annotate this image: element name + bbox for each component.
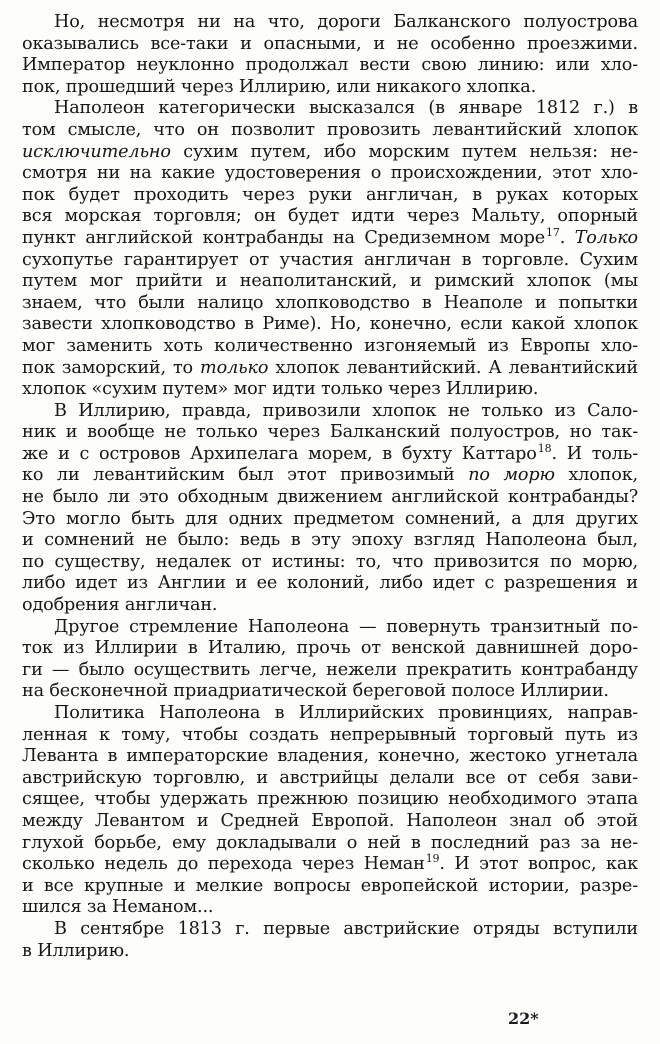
text-line bbox=[22, 98, 638, 120]
text-line bbox=[22, 941, 638, 963]
text-line bbox=[22, 638, 638, 660]
text-line bbox=[22, 530, 638, 552]
text-line bbox=[22, 876, 638, 898]
text-run: . И толь- bbox=[551, 443, 638, 464]
text-line bbox=[22, 336, 638, 358]
text-line bbox=[22, 595, 638, 617]
text-run: оказывались все-таки и опасными, и не особенно проезжими. bbox=[22, 33, 638, 54]
text-run: сухопутье гарантирует от участия англичан в торговле. Сухим bbox=[22, 249, 638, 270]
text-run: путем мог прийти и неаполитанский, и римский хлопок (мы bbox=[22, 271, 638, 292]
text-run: хлопок, bbox=[554, 465, 638, 486]
text-line bbox=[22, 55, 638, 77]
text-line bbox=[22, 77, 638, 99]
text-line bbox=[22, 379, 638, 401]
italic-text: только bbox=[200, 357, 269, 378]
paragraph bbox=[22, 12, 638, 98]
text-line bbox=[22, 789, 638, 811]
text-run: Леванта в императорские владения, конечно, жестоко угнетала bbox=[22, 746, 638, 767]
text-run: сящее, чтобы удержать прежнюю позицию необходимого этапа bbox=[22, 789, 638, 810]
footnote-ref: 17 bbox=[546, 225, 560, 239]
text-line bbox=[22, 401, 638, 423]
text-line bbox=[22, 833, 638, 855]
text-line bbox=[22, 703, 638, 725]
text-line bbox=[22, 142, 638, 164]
text-line bbox=[22, 120, 638, 142]
text-line bbox=[22, 487, 638, 509]
text-run: смотря ни на какие удостоверения о происхождении, этот хло- bbox=[22, 163, 638, 184]
text-run: сухим путем, ибо морским путем нельзя: не- bbox=[170, 141, 638, 162]
text-line bbox=[22, 34, 638, 56]
text-line bbox=[22, 465, 638, 487]
text-line bbox=[22, 725, 638, 747]
text-line bbox=[22, 660, 638, 682]
text-run: завести хлопководство в Риме). Но, конечно, если какой хлопок bbox=[22, 314, 638, 335]
text-run: мог заменить хоть количественно изгоняемый из Европы хло- bbox=[22, 335, 638, 356]
text-line bbox=[22, 854, 638, 876]
italic-text: по морю bbox=[468, 465, 555, 486]
text-run: ник и вообще не только через Балканский полуостров, но так- bbox=[22, 422, 638, 443]
text-line bbox=[22, 897, 638, 919]
text-line bbox=[22, 768, 638, 790]
text-run: хлопок левантийский. А левантийский bbox=[268, 357, 638, 378]
text-run: ленная к тому, чтобы создать непрерывный торговый путь из bbox=[22, 724, 638, 745]
text-run: Политика Наполеона в Иллирийских провинциях, направ- bbox=[54, 703, 638, 723]
text-run: . bbox=[559, 227, 575, 248]
text-run: австрийскую торговлю, и австрийцы делали все от себя зави- bbox=[22, 767, 638, 788]
text-run: Император неуклонно продолжал вести свою линию: или хло- bbox=[22, 55, 638, 76]
text-run: пок будет проходить через руки англичан, в руках которых bbox=[22, 184, 638, 205]
text-run: том смысле, что он позволит провозить левантийский хлопок bbox=[22, 119, 638, 140]
text-line bbox=[22, 314, 638, 336]
text-run: глухой борьбе, ему докладывали о ней в последний раз за не- bbox=[22, 832, 638, 853]
text-line bbox=[22, 681, 638, 703]
text-line bbox=[22, 441, 638, 466]
text-line bbox=[22, 552, 638, 574]
text-run: В Иллирию, правда, привозили хлопок не только из Сало- bbox=[54, 400, 638, 421]
text-run: Но, несмотря ни на что, дороги Балканского полуострова bbox=[54, 12, 638, 32]
text-run: В сентябре 1813 г. первые австрийские отряды вступили bbox=[54, 918, 638, 939]
text-line bbox=[22, 12, 638, 34]
text-line bbox=[22, 185, 638, 207]
text-run: ток из Иллирии в Италию, прочь от венской давнишней доро- bbox=[22, 638, 638, 659]
text-run: же и с островов Архипелага морем, в бухту Каттаро bbox=[22, 443, 537, 464]
text-line bbox=[22, 617, 638, 639]
text-run: между Левантом и Средней Европой. Наполеон знал об этой bbox=[22, 810, 638, 831]
text-run: на бесконечной приадриатической береговой полосе Иллирии. bbox=[22, 681, 609, 702]
text-run: и сомнений не было: ведь в эту эпоху взгляд Наполеона был, bbox=[22, 530, 638, 551]
text-run: по существу, недалек от истины: то, что привозится по морю, bbox=[22, 551, 638, 572]
text-line bbox=[22, 271, 638, 293]
text-line bbox=[22, 573, 638, 595]
text-run: одобрения англичан. bbox=[22, 595, 218, 616]
text-run: Другое стремление Наполеона — повернуть транзитный по- bbox=[54, 616, 638, 637]
text-run: знаем, что были налицо хлопководство в Неаполе и попытки bbox=[22, 292, 638, 313]
paragraph bbox=[22, 98, 638, 400]
text-run: либо идет из Англии и ее колоний, либо идет с разрешения и bbox=[22, 573, 638, 594]
text-run: хлопок «сухим путем» мог идти только через Иллирию. bbox=[22, 379, 539, 400]
text-line bbox=[22, 206, 638, 228]
text-line bbox=[22, 422, 638, 444]
text-line bbox=[22, 358, 638, 380]
text-line bbox=[22, 746, 638, 768]
text-line bbox=[22, 919, 638, 941]
paragraph bbox=[22, 617, 638, 703]
text-run: . И этот вопрос, как bbox=[439, 854, 638, 875]
text-run: пункт английской контрабанды на Средиземном море bbox=[22, 227, 545, 248]
footnote-ref: 18 bbox=[537, 441, 552, 455]
text-run: ги — было осуществить легче, нежели прекратить контрабанду bbox=[22, 659, 638, 680]
paragraph bbox=[22, 401, 638, 617]
text-line bbox=[22, 163, 638, 185]
italic-text: исключительно bbox=[22, 141, 171, 162]
text-run: в Иллирию. bbox=[22, 940, 130, 961]
italic-text: Только bbox=[574, 227, 638, 248]
body-text bbox=[22, 12, 638, 962]
page-number: 22* bbox=[508, 1009, 539, 1028]
text-run: и все крупные и мелкие вопросы европейской истории, разре- bbox=[22, 875, 638, 896]
text-run: сколько недель до перехода через Неман bbox=[22, 854, 425, 875]
text-line bbox=[22, 250, 638, 272]
text-run: Наполеон категорически высказался (в январе 1812 г.) в bbox=[54, 98, 638, 119]
text-run: ко ли левантийским был этот привозимый bbox=[22, 465, 469, 486]
paragraph bbox=[22, 703, 638, 919]
text-line bbox=[22, 509, 638, 531]
text-line bbox=[22, 811, 638, 833]
paragraph bbox=[22, 919, 638, 962]
text-run: пок, прошедший через Иллирию, или никакого хлопка. bbox=[22, 76, 537, 97]
text-run: пок заморский, то bbox=[22, 357, 201, 378]
footnote-ref: 19 bbox=[425, 852, 440, 866]
text-line bbox=[22, 225, 638, 250]
text-line bbox=[22, 293, 638, 315]
text-run: вся морская торговля; он будет идти через Мальту, опорный bbox=[22, 206, 638, 227]
text-run: шился за Неманом... bbox=[22, 897, 214, 918]
text-run: не было ли это обходным движением английской контрабанды? bbox=[22, 487, 638, 508]
text-run: Это могло быть для одних предметом сомнений, а для других bbox=[22, 508, 638, 529]
